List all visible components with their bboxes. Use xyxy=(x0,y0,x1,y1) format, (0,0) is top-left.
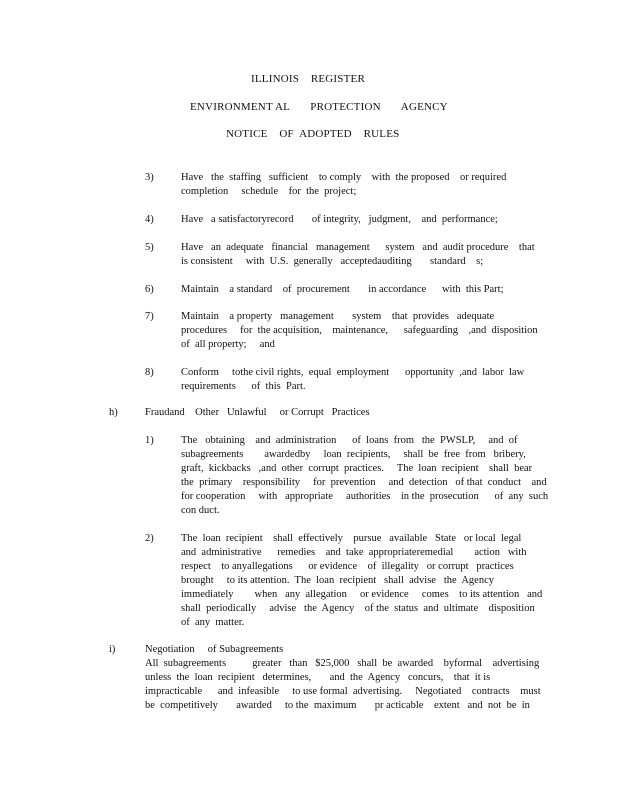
item-line: for cooperation with appropriate authorities in the prosecution of any such xyxy=(181,491,549,502)
item-line: procedures for the acquisition, maintenance, safeguarding ,and disposition xyxy=(181,325,538,336)
item-line: of any matter. xyxy=(181,617,245,628)
item-line: respect to anyallegations or evidence of illegality or corrupt practices xyxy=(181,561,514,572)
item-number: 6) xyxy=(145,284,154,295)
item-line: con duct. xyxy=(181,505,220,516)
paragraph-line: unless the loan recipient determines, and the Agency concurs, that it is xyxy=(145,672,491,683)
item-line: and administrative remedies and take appropriateremedial action with xyxy=(181,547,527,558)
paragraph-line: be competitively awarded to the maximum pr acticable extent and not be in xyxy=(145,700,530,711)
item-number: 3) xyxy=(145,172,154,183)
item-line: of all property; and xyxy=(181,339,275,350)
item-number: 5) xyxy=(145,242,154,253)
section-title: Negotiation of Subagreements xyxy=(145,644,284,655)
item-line: completion schedule for the project; xyxy=(181,186,357,197)
item-line: The obtaining and administration of loans from the PWSLP, and of xyxy=(181,435,518,446)
item-line: requirements of this Part. xyxy=(181,381,306,392)
item-number: 8) xyxy=(145,367,154,378)
item-number: 4) xyxy=(145,214,154,225)
item-line: immediately when any allegation or evidence comes to its attention and xyxy=(181,589,543,600)
paragraph-line: All subagreements greater than $25,000 shall be awarded byformal advertising xyxy=(145,658,540,669)
item-number: 2) xyxy=(145,533,154,544)
item-line: Maintain a standard of procurement in accordance with this Part; xyxy=(181,284,504,295)
item-line: Have a satisfactoryrecord of integrity, judgment, and performance; xyxy=(181,214,498,225)
item-number: 7) xyxy=(145,311,154,322)
item-line: The loan recipient shall effectively pursue available State or local legal xyxy=(181,533,522,544)
section-label: h) xyxy=(109,407,118,418)
item-line: graft, kickbacks ,and other corrupt practices. The loan recipient shall bear xyxy=(181,463,533,474)
paragraph-line: impracticable and infeasible to use formal advertising. Negotiated contracts must xyxy=(145,686,541,697)
item-number: 1) xyxy=(145,435,154,446)
item-line: Have an adequate financial management system and audit procedure that xyxy=(181,242,535,253)
item-line: is consistent with U.S. generally acceptedauditing standard s; xyxy=(181,256,484,267)
item-line: Conform tothe civil rights, equal employment opportunity ,and labor law xyxy=(181,367,525,378)
section-title: Fraudand Other Unlawful or Corrupt Practices xyxy=(145,407,370,418)
section-label: i) xyxy=(109,644,116,655)
item-line: the primary responsibility for prevention and detection of that conduct and xyxy=(181,477,547,488)
item-line: Maintain a property management system that provides adequate xyxy=(181,311,495,322)
item-line: Have the staffing sufficient to comply with the proposed or required xyxy=(181,172,507,183)
header-agency: ENVIRONMENT AL PROTECTION AGENCY xyxy=(190,101,448,113)
header-register: ILLINOIS REGISTER xyxy=(251,73,365,85)
item-line: subagreements awardedby loan recipients, shall be free from bribery, xyxy=(181,449,526,460)
item-line: brought to its attention. The loan recipient shall advise the Agency xyxy=(181,575,494,586)
header-notice: NOTICE OF ADOPTED RULES xyxy=(226,128,400,140)
item-line: shall periodically advise the Agency of the status and ultimate disposition xyxy=(181,603,535,614)
